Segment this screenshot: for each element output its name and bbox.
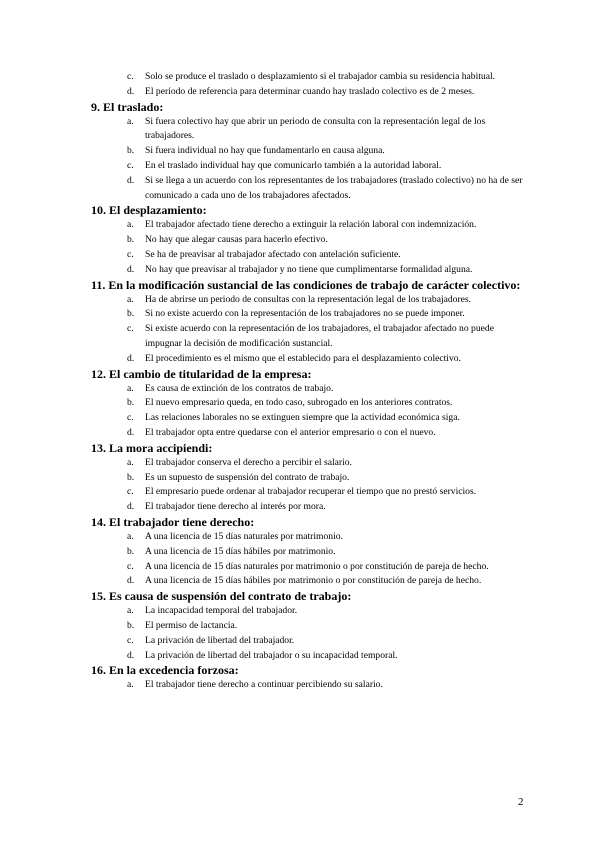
option-text: El trabajador tiene derecho al interés por mora. [145,501,326,513]
option-text: A una licencia de 15 días hábiles por matrimonio o por constitución de pareja de hecho. [145,575,482,587]
option-letter: c. [127,486,134,498]
option-text: El nuevo empresario queda, en todo caso, subrogado en los anteriores contratos. [145,397,453,409]
answer-option [127,144,530,159]
question-block [0,663,600,693]
option-text: El trabajador tiene derecho a continuar percibiendo su salario. [145,679,383,691]
answer-option [127,352,530,367]
answer-option [127,218,530,233]
option-letter: a. [127,219,134,231]
question-title: 16. En la excedencia forzosa: [91,663,239,678]
answer-option [127,500,530,515]
option-letter: c. [127,159,134,171]
option-text: En el traslado individual hay que comunicarlo también a la autoridad laboral. [145,159,442,171]
answer-option [127,159,530,174]
option-letter: c. [127,412,134,424]
option-letter: c. [127,71,134,82]
option-letter: d. [127,649,135,661]
page-number: 2 [518,796,524,808]
option-letter: b. [127,471,135,483]
answer-option [127,485,530,500]
option-text: El trabajador opta entre quedarse con el anterior empresario o con el nuevo. [145,426,436,438]
option-text: Se ha de preavisar al trabajador afectado con antelación suficiente. [145,248,401,260]
answer-option [127,233,530,248]
option-letter: a. [127,679,134,691]
option-text: Si no existe acuerdo con la representación de los trabajadores no se puede imponer. [145,308,465,320]
question-block [0,515,600,589]
answer-option [127,456,530,471]
option-letter: d. [127,501,135,513]
option-text: El trabajador conserva el derecho a percibir el salario. [145,456,352,468]
option-letter: b. [127,308,135,320]
option-letter: b. [127,397,135,409]
answer-option [127,115,530,145]
answer-option [127,604,530,619]
option-letter: d. [127,426,135,438]
option-text: Si fuera individual no hay que fundamentarlo en causa alguna. [145,145,385,157]
option-letter: d. [127,575,135,587]
option-text: El permiso de lactancia. [145,619,238,631]
option-text: El período de referencia para determinar cuando hay traslado colectivo es de 2 meses. [145,85,475,97]
option-letter: c. [127,323,134,335]
answer-option [127,678,530,693]
option-letter: b. [127,545,135,557]
answer-option [127,634,530,649]
option-text: Si existe acuerdo con la representación de los trabajadores, el trabajador afectado no puede impugnar la decisión de modificación sustancial. [145,323,494,349]
question-title: 11. En la modificación sustancial de las condiciones de trabajo de carácter colectivo: [91,277,521,292]
question-block [0,70,600,100]
answer-option [127,307,530,322]
question-title: 15. Es causa de suspensión del contrato de trabajo: [91,589,352,604]
option-text: El procedimiento es el mismo que el establecido para el desplazamiento colectivo. [145,352,461,364]
option-letter: b. [127,619,135,631]
question-title: 14. El trabajador tiene derecho: [91,514,255,529]
option-letter: a. [127,456,134,468]
option-text: Las relaciones laborales no se extinguen siempre que la actividad económica siga. [145,412,460,424]
answer-option [127,263,530,278]
option-letter: d. [127,263,135,275]
question-block [0,441,600,515]
question-block [0,100,600,204]
option-letter: c. [127,248,134,260]
option-text: A una licencia de 15 días naturales por matrimonio o por constitución de pareja de hecho. [145,560,489,572]
answer-option [127,560,530,575]
option-text: Si se llega a un acuerdo con los representantes de los trabajadores (traslado colectivo) no ha de ser comunicado a cada uno de los trabajadores afectados. [145,174,523,201]
answer-option [127,293,530,308]
question-title: 9. El traslado: [91,99,164,114]
question-block [0,278,600,367]
answer-option [127,85,530,100]
option-text: Es causa de extinción de los contratos de trabajo. [145,382,334,394]
option-text: Es un supuesto de suspensión del contrato de trabajo. [145,471,350,483]
question-title: 10. El desplazamiento: [91,203,207,218]
option-letter: d. [127,352,135,364]
question-title: 13. La mora accipiendi: [91,440,213,455]
answer-option [127,530,530,545]
answer-option [127,70,530,85]
option-text: El empresario puede ordenar al trabajador recuperar el tiempo que no prestó servicios. [145,486,477,498]
option-text: A una licencia de 15 días hábiles por matrimonio. [145,545,336,557]
answer-option [127,545,530,560]
option-letter: a. [127,115,134,127]
answer-option [127,174,530,204]
answer-option [127,649,530,664]
option-letter: b. [127,234,135,246]
option-text: No hay que preavisar al trabajador y no tiene que cumplimentarse formalidad alguna. [145,263,473,275]
answer-option [127,382,530,397]
option-letter: c. [127,560,134,572]
option-letter: c. [127,634,134,646]
option-text: Solo se produce el traslado o desplazamiento si el trabajador cambia su residencia habitual. [145,71,496,82]
answer-option [127,574,530,589]
option-letter: a. [127,605,134,617]
answer-option [127,471,530,486]
answer-option [127,426,530,441]
option-letter: d. [127,174,135,186]
option-text: La privación de libertad del trabajador. [145,634,295,646]
option-letter: a. [127,530,134,542]
option-letter: d. [127,85,135,97]
question-block [0,367,600,441]
option-text: No hay que alegar causas para hacerlo efectivo. [145,234,328,246]
question-block [0,203,600,277]
option-text: Ha de abrirse un periodo de consultas con la representación legal de los trabajadores. [145,293,472,305]
answer-option [127,411,530,426]
questions-list [0,70,600,693]
answer-option [127,619,530,634]
answer-option [127,248,530,263]
option-text: A una licencia de 15 días naturales por matrimonio. [145,530,343,542]
option-letter: a. [127,382,134,394]
option-letter: a. [127,293,134,305]
answer-option [127,322,530,352]
option-text: La incapacidad temporal del trabajador. [145,605,298,617]
answer-option [127,396,530,411]
option-text: El trabajador afectado tiene derecho a extinguir la relación laboral con indemnización. [145,219,477,231]
option-text: Si fuera colectivo hay que abrir un periodo de consulta con la representación legal de los trabajadores. [145,115,486,142]
option-text: La privación de libertad del trabajador o su incapacidad temporal. [145,649,398,661]
option-letter: b. [127,145,135,157]
question-title: 12. El cambio de titularidad de la empresa: [91,366,312,381]
question-block [0,589,600,663]
